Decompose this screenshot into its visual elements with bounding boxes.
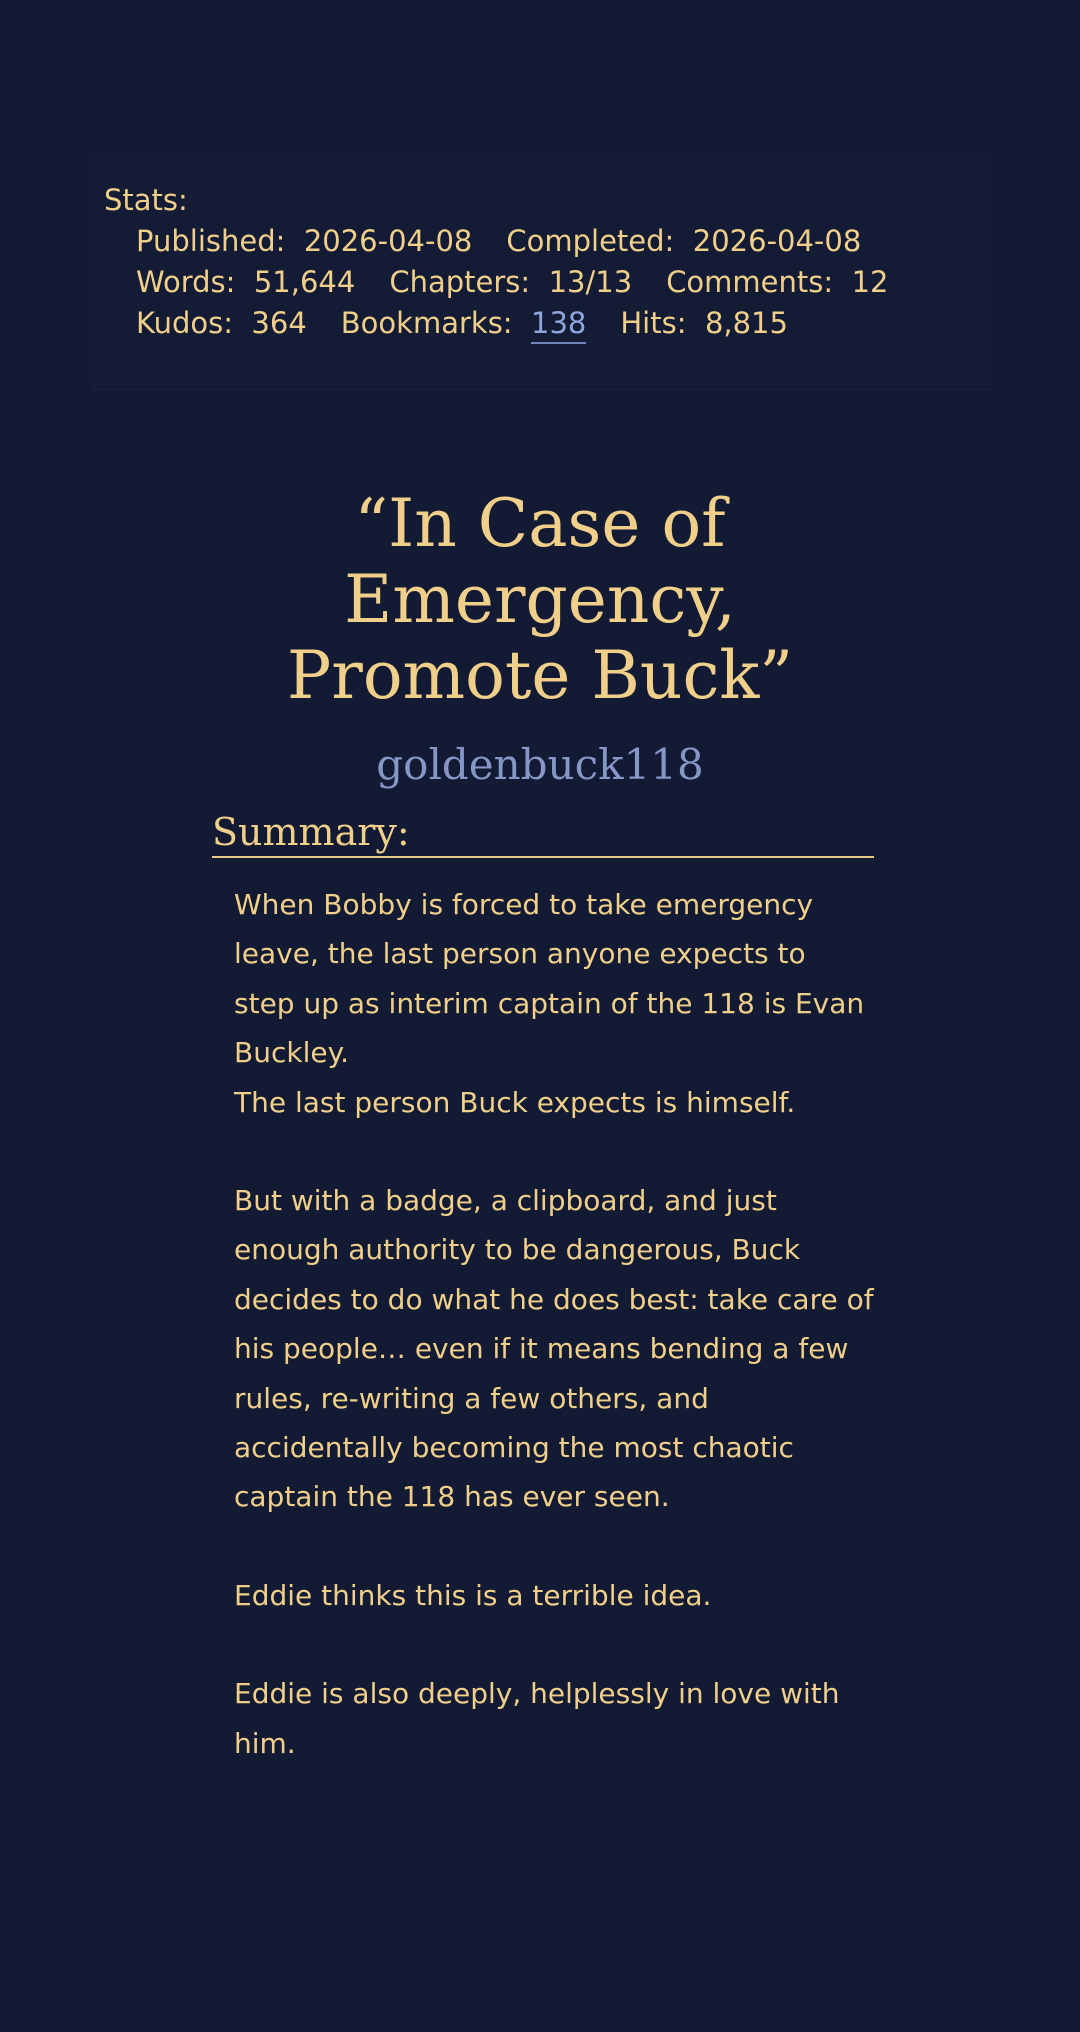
stat-chapters-label: Chapters: <box>389 265 531 299</box>
stat-comments-label: Comments: <box>666 265 834 299</box>
summary-heading: Summary: <box>212 808 874 858</box>
stat-words <box>136 265 355 299</box>
stat-comments-value: 12 <box>851 265 889 299</box>
stat-bookmarks <box>341 306 587 340</box>
summary-paragraph: Eddie thinks this is a terrible idea. <box>234 1578 712 1612</box>
work-title-line: “In Case of <box>354 485 726 562</box>
stat-words-value: 51,644 <box>253 265 356 299</box>
stat-kudos-value: 364 <box>251 306 307 340</box>
stat-kudos <box>136 306 307 340</box>
summary-paragraph: When Bobby is forced to take emergency leave, the last person anyone expects to step up as interim captain of the 118 is Evan Buckley. <box>234 888 865 1070</box>
stats-block <box>92 150 992 390</box>
stats-row-dates <box>104 221 992 262</box>
summary-body <box>234 880 874 1817</box>
stat-hits-value: 8,815 <box>704 306 788 340</box>
summary-paragraph: The last person Buck expects is himself. <box>234 1085 796 1119</box>
stat-hits <box>620 306 788 340</box>
stat-chapters-value: 13/13 <box>548 265 633 299</box>
work-title-line: Emergency, <box>344 561 736 638</box>
stat-completed-value: 2026-04-08 <box>692 224 862 258</box>
stat-chapters <box>389 265 632 299</box>
stat-words-label: Words: <box>136 265 236 299</box>
stat-bookmarks-label: Bookmarks: <box>340 306 513 340</box>
stats-row-counts <box>104 262 992 303</box>
stat-hits-label: Hits: <box>620 306 687 340</box>
summary-paragraph: Eddie is also deeply, helplessly in love with him. <box>234 1677 840 1760</box>
work-title <box>0 486 1080 714</box>
stat-completed-label: Completed: <box>506 224 675 258</box>
stat-comments <box>666 265 888 299</box>
work-title-line: Promote Buck” <box>286 637 794 714</box>
author-link[interactable]: goldenbuck118 <box>376 740 704 789</box>
stats-row-engagement <box>104 303 992 344</box>
stat-published <box>136 224 472 258</box>
bookmarks-link[interactable]: 138 <box>531 306 586 344</box>
stat-completed <box>506 224 861 258</box>
stat-published-label: Published: <box>136 224 286 258</box>
stat-published-value: 2026-04-08 <box>303 224 473 258</box>
stat-kudos-label: Kudos: <box>136 306 233 340</box>
summary-paragraph: But with a badge, a clipboard, and just enough authority to be dangerous, Buck decides to do what he does best: take care of his people… even if it means bending a few rules, re-writing a few others, and accidentally becoming the most chaotic captain the 118 has ever seen. <box>234 1184 874 1514</box>
stats-heading: Stats: <box>104 183 188 217</box>
